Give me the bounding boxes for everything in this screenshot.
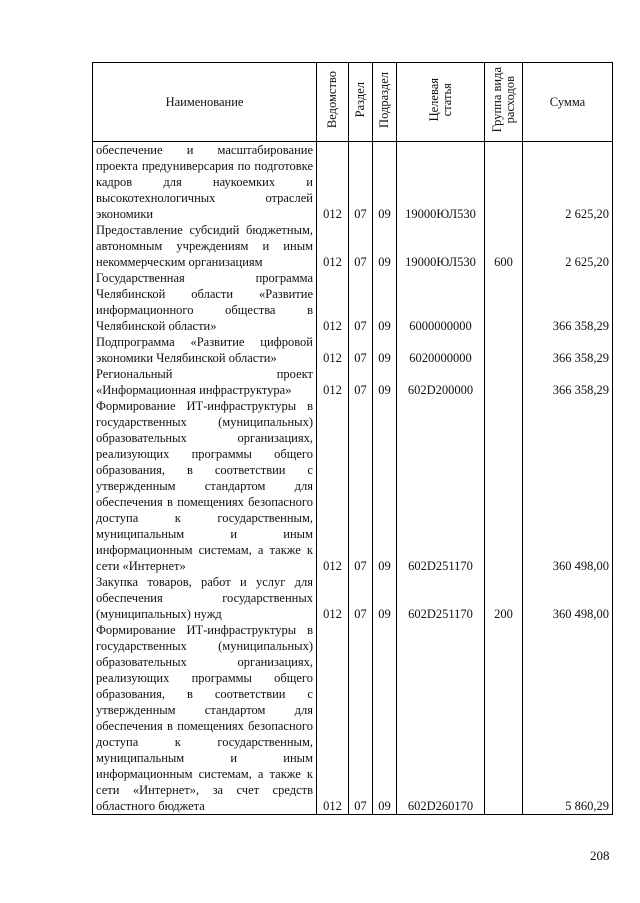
header-name: Наименование <box>93 63 317 142</box>
row-subsection: 09 <box>373 222 397 270</box>
row-group <box>485 398 523 574</box>
row-amount: 360 498,00 <box>523 398 613 574</box>
page-number: 208 <box>590 848 610 863</box>
row-name: Подпрограмма «Развитие цифровой экономики Челябинской области» <box>93 334 317 366</box>
row-group <box>485 142 523 223</box>
row-amount: 366 358,29 <box>523 366 613 398</box>
row-article: 602D200000 <box>397 366 485 398</box>
row-subsection: 09 <box>373 622 397 815</box>
row-subsection: 09 <box>373 334 397 366</box>
row-section: 07 <box>349 334 373 366</box>
row-article: 19000ЮЛ530 <box>397 222 485 270</box>
row-dept: 012 <box>317 334 349 366</box>
row-article: 602D260170 <box>397 622 485 815</box>
row-section: 07 <box>349 222 373 270</box>
row-section: 07 <box>349 270 373 334</box>
table-row <box>93 334 613 366</box>
table-row <box>93 142 613 223</box>
row-article: 6000000000 <box>397 270 485 334</box>
row-amount: 366 358,29 <box>523 270 613 334</box>
row-name: обеспечение и масштабирование проекта предуниверсария по подготовке кадров для наукоемких и высокотехнологичных отраслей экономики <box>93 142 317 223</box>
row-group <box>485 366 523 398</box>
row-group: 600 <box>485 222 523 270</box>
row-article: 19000ЮЛ530 <box>397 142 485 223</box>
table-row <box>93 270 613 334</box>
row-subsection: 09 <box>373 574 397 622</box>
row-dept: 012 <box>317 622 349 815</box>
row-subsection: 09 <box>373 366 397 398</box>
row-name: Государственная программа Челябинской области «Развитие информационного общества в Челябинской области» <box>93 270 317 334</box>
row-article: 602D251170 <box>397 398 485 574</box>
row-dept: 012 <box>317 398 349 574</box>
row-section: 07 <box>349 398 373 574</box>
row-group <box>485 270 523 334</box>
row-subsection: 09 <box>373 270 397 334</box>
row-amount: 2 625,20 <box>523 222 613 270</box>
table-row <box>93 574 613 622</box>
row-name: Закупка товаров, работ и услуг для обеспечения государственных (муниципальных) нужд <box>93 574 317 622</box>
row-section: 07 <box>349 622 373 815</box>
row-article: 6020000000 <box>397 334 485 366</box>
row-group <box>485 334 523 366</box>
table-row <box>93 398 613 574</box>
row-dept: 012 <box>317 270 349 334</box>
row-name: Региональный проект «Информационная инфраструктура» <box>93 366 317 398</box>
row-group <box>485 622 523 815</box>
row-subsection: 09 <box>373 398 397 574</box>
row-name: Предоставление субсидий бюджетным, автономным учреждениям и иным некоммерческим организациям <box>93 222 317 270</box>
row-dept: 012 <box>317 142 349 223</box>
row-amount: 5 860,29 <box>523 622 613 815</box>
row-subsection: 09 <box>373 142 397 223</box>
row-section: 07 <box>349 366 373 398</box>
header-expense-group: Группа вида расходов <box>485 63 523 142</box>
row-amount: 366 358,29 <box>523 334 613 366</box>
row-name: Формирование ИТ-инфраструктуры в государственных (муниципальных) образовательных организациях, реализующих программы общего образования, в соответствии с утвержденным стандартом для обеспечения в помещениях безопасного доступа к государственным, муниципальным и иным информационным системам, а также к сети «Интернет», за счет средств областного бюджета <box>93 622 317 815</box>
row-section: 07 <box>349 574 373 622</box>
row-dept: 012 <box>317 574 349 622</box>
header-subsection: Подраздел <box>373 63 397 142</box>
table-row <box>93 622 613 815</box>
header-department: Ведомство <box>317 63 349 142</box>
table-row <box>93 222 613 270</box>
table-row <box>93 366 613 398</box>
row-group: 200 <box>485 574 523 622</box>
row-amount: 2 625,20 <box>523 142 613 223</box>
row-dept: 012 <box>317 366 349 398</box>
header-amount: Сумма <box>523 63 613 142</box>
table-header-row <box>93 63 613 142</box>
budget-table <box>92 62 613 815</box>
header-section: Раздел <box>349 63 373 142</box>
row-amount: 360 498,00 <box>523 574 613 622</box>
row-dept: 012 <box>317 222 349 270</box>
row-article: 602D251170 <box>397 574 485 622</box>
row-name: Формирование ИТ-инфраструктуры в государственных (муниципальных) образовательных организациях, реализующих программы общего образования, в соответствии с утвержденным стандартом для обеспечения в помещениях безопасного доступа к государственным, муниципальным и иным информационным системам, а также к сети «Интернет» <box>93 398 317 574</box>
header-target-article: Целевая статья <box>397 63 485 142</box>
row-section: 07 <box>349 142 373 223</box>
